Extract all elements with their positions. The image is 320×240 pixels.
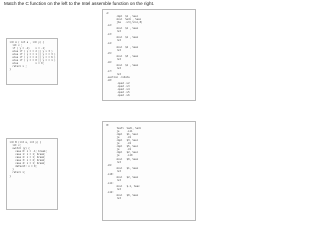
code-line: ret bbox=[106, 187, 121, 191]
code-line: .L3: bbox=[106, 33, 113, 37]
code-line: else if ( y = = 2 || y > 3 ) bbox=[9, 50, 53, 54]
code-line: ret bbox=[106, 169, 121, 173]
code-line: jbe .L3(,%rsi,8) bbox=[106, 21, 143, 25]
code-line: return x ; bbox=[9, 65, 27, 69]
code-line: case 3: x = 2; break; bbox=[9, 159, 46, 163]
code-line: int B (int a, int y) { bbox=[9, 141, 42, 144]
code-line: movl $1 , %eax bbox=[106, 27, 139, 31]
code-line: .quad .L4 bbox=[106, 88, 130, 92]
code-line: } bbox=[9, 168, 14, 172]
code-line: je .L9 bbox=[106, 136, 131, 140]
code-line: cmpl $5, %esi bbox=[106, 145, 139, 149]
code-line: .L7: bbox=[106, 69, 113, 73]
code-line: .L10: bbox=[106, 172, 114, 176]
code-line: movl $2 , %eax bbox=[106, 45, 139, 49]
code-line: .section .rodata bbox=[106, 75, 130, 79]
code-line: js .L11 bbox=[106, 130, 133, 134]
code-line: .quad .L3 bbox=[106, 85, 130, 89]
code-line: ret bbox=[106, 39, 121, 43]
code-line: int x ; bbox=[9, 44, 23, 48]
code-line: .L4: bbox=[106, 42, 113, 46]
code-line: else if ( y = = 0 || y = = 1 ) bbox=[9, 59, 56, 63]
asm-function-a-code-box[interactable] bbox=[102, 9, 196, 101]
code-line: case 0: x = -1; break; bbox=[9, 150, 47, 154]
asm-function-b-code-box[interactable] bbox=[102, 121, 196, 221]
code-line: .quad .L2 bbox=[106, 82, 130, 86]
code-line: cmpl $1, %esi bbox=[106, 133, 139, 137]
code-line: switch (y) { bbox=[9, 147, 30, 151]
code-line: je .L9 bbox=[106, 148, 131, 152]
code-line: movl $2, %eax bbox=[106, 175, 139, 179]
code-line: .L12: bbox=[106, 191, 114, 195]
code-line: B: bbox=[106, 124, 110, 127]
code-line: ret bbox=[106, 30, 121, 34]
code-line: ret bbox=[106, 72, 121, 76]
code-line: .L6: bbox=[106, 60, 113, 64]
c-function-a-code-box[interactable] bbox=[6, 38, 58, 85]
code-line: .L9: bbox=[106, 163, 113, 167]
instruction-text: Match the C function on the left to the Intel assemble function on the right. bbox=[4, 1, 155, 6]
code-line: ret bbox=[106, 57, 121, 61]
code-line: ret bbox=[106, 48, 121, 52]
code-line: int A ( int a , int y) { bbox=[9, 41, 45, 44]
code-line: case 2: x = 1; break; bbox=[9, 156, 46, 160]
code-line: movl %edi , %eax bbox=[106, 18, 142, 22]
code-line: cmpl $2, %esi bbox=[106, 151, 139, 155]
code-line: else if ( y = = 1 || y = = 3 ) bbox=[9, 53, 56, 57]
code-line: ret bbox=[106, 197, 121, 201]
code-line: } bbox=[9, 174, 11, 178]
code-line: .quad .L6 bbox=[106, 94, 130, 98]
code-line: .L8: bbox=[106, 79, 113, 83]
code-line: .L11: bbox=[106, 181, 114, 185]
code-line: else if ( y = = 4 || y = = 6 ) bbox=[9, 56, 56, 60]
code-line: case 4: x = 1; break; bbox=[9, 162, 46, 166]
code-line: ret bbox=[106, 178, 121, 182]
code-line: cmpl $1 , %esi bbox=[106, 15, 139, 19]
code-line: testl %edi, %edi bbox=[106, 127, 142, 131]
code-line: case 1: x = 1; break; bbox=[9, 153, 46, 157]
code-line: movl $1, %eax bbox=[106, 166, 139, 170]
code-line: movl $1 , %eax bbox=[106, 36, 139, 40]
code-line: ret bbox=[106, 160, 121, 164]
code-line: movl $-1, %eax bbox=[106, 184, 140, 188]
code-line: cmpl $3, %esi bbox=[106, 139, 139, 143]
code-line: .quad .L5 bbox=[106, 91, 130, 95]
code-line: je .L9 bbox=[106, 142, 131, 146]
code-line: A: bbox=[106, 12, 110, 15]
code-line: movl $0, %eax bbox=[106, 157, 139, 161]
code-line: je .L10 bbox=[106, 154, 133, 158]
code-line: int x; bbox=[9, 144, 22, 148]
code-line: movl $0, %eax bbox=[106, 194, 139, 198]
c-function-b-code-box[interactable] bbox=[6, 138, 58, 210]
code-line: else x = 0; bbox=[9, 62, 45, 66]
code-line: return x; bbox=[9, 171, 26, 175]
code-line: movl $1 , %eax bbox=[106, 63, 139, 67]
code-line: movl $3 , %eax bbox=[106, 54, 139, 58]
code-line: } bbox=[9, 68, 11, 72]
code-line: .L2: bbox=[106, 24, 113, 28]
code-line: .L5: bbox=[106, 51, 113, 55]
code-line: ret bbox=[106, 66, 121, 70]
code-line: default: x = 0; bbox=[9, 165, 37, 169]
code-line: if ( y = -1) x = -1; bbox=[9, 47, 46, 51]
